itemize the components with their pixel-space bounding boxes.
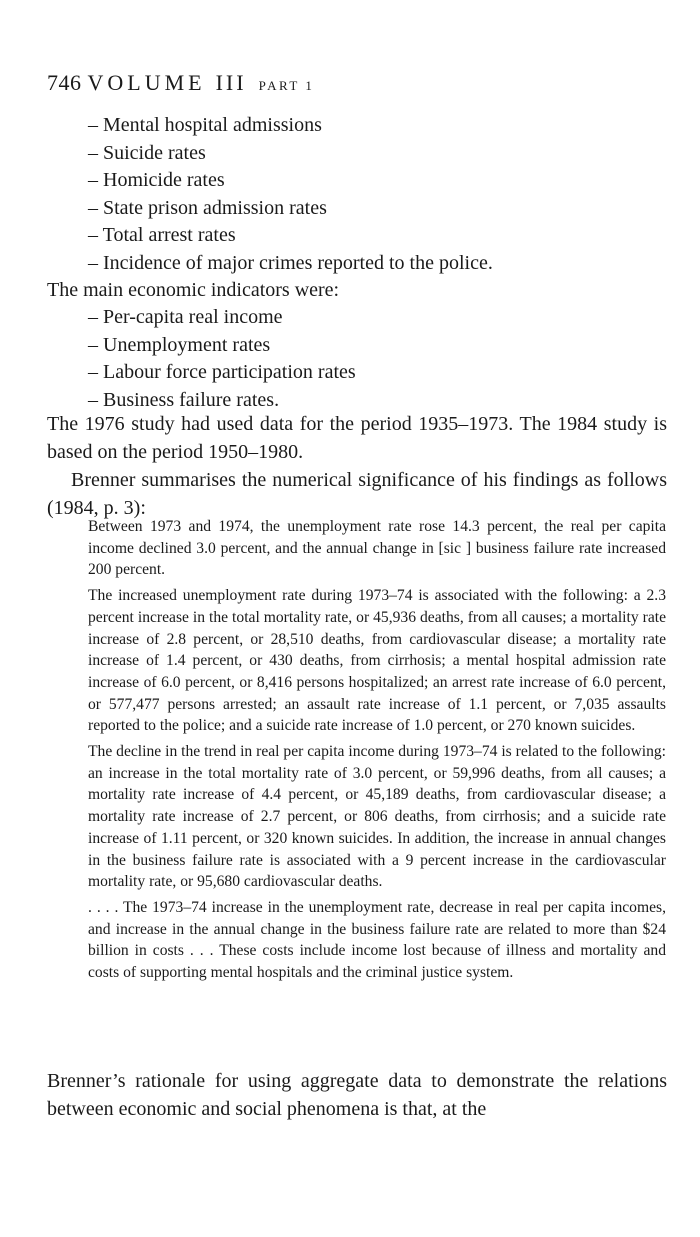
brenner-intro-paragraph: Brenner summarises the numerical significance of his findings as follows (1984, p. 3): xyxy=(47,469,667,519)
list-item: – Labour force participation rates xyxy=(88,361,356,383)
running-header xyxy=(47,70,314,96)
list-item: – Per-capita real income xyxy=(88,306,283,328)
quote-paragraph: The decline in the trend in real per capita income during 1973–74 is related to the following: an increase in the total mortality rate of 3.0 percent, or 59,996 deaths, from all causes; a mortality rate increase of 4.4 percent, or 45,189 deaths, from cardiovascular disease; a mortality rate increase of 2.7 percent, or 806 deaths, from cirrhosis; and a suicide rate increase of 1.11 percent, or 320 known suicides. In addition, the increase in annual changes in the business failure rate is associated with a 9 percent increase in the cardiovascular mortality rate, or 95,680 cardiovascular deaths. xyxy=(88,743,666,891)
list-item: – Unemployment rates xyxy=(88,333,271,356)
volume-label: VOLUME xyxy=(87,70,206,95)
list-item: – Homicide rates xyxy=(88,169,225,191)
quote-paragraph: The increased unemployment rate during 1973–74 is associated with the following: a 2.3 percent increase in the total mortality rate, or 45,936 deaths, from all causes; a mortality rate increase of 2.8 percent, or 28,510 deaths, from cardiovascular disease; a mortality rate increase of 1.4 percent, or 430 deaths, from cirrhosis; a mental hospital admission rate increase of 6.0 percent, or 8,416 persons hospitalized; an arrest rate increase of 6.0 percent, or 577,477 persons arrested; an assault rate increase of 1.1 percent, or 7,035 assaults reported to the police; and a suicide rate increase of 1.0 percent, or 270 known suicides. xyxy=(88,587,666,735)
social-indicator-list xyxy=(88,112,493,277)
quote-paragraph: Between 1973 and 1974, the unemployment rate rose 14.3 percent, the real per capita income declined 3.0 percent, and the annual change in [sic ] business failure rate increased 200 percent. xyxy=(88,518,666,579)
page-number: 746 xyxy=(47,70,82,95)
quote-paragraph: . . . . The 1973–74 increase in the unemployment rate, decrease in real per capita incomes, and increase in the annual change in the business failure rate are related to more than $24 billion in costs . . . These costs include income lost because of illness and mortality and costs of supporting mental hospitals and the criminal justice system. xyxy=(88,898,666,982)
study-period-paragraph: The 1976 study had used data for the period 1935–1973. The 1984 study is based on the period 1950–1980. xyxy=(47,413,667,463)
closing-paragraph: Brenner’s rationale for using aggregate data to demonstrate the relations between economic and social phenomena is that, at the xyxy=(47,1070,667,1120)
part-label: PART 1 xyxy=(258,78,315,93)
volume-number: III xyxy=(215,70,247,95)
list-item: – Mental hospital admissions xyxy=(88,114,322,136)
block-quote xyxy=(88,516,666,984)
list-item: – Total arrest rates xyxy=(88,224,236,246)
economic-indicators-intro: The main economic indicators were: xyxy=(47,279,340,301)
list-item: – State prison admission rates xyxy=(88,196,327,219)
economic-indicator-list xyxy=(88,304,356,414)
list-item: – Incidence of major crimes reported to the police. xyxy=(88,251,493,274)
list-item: – Suicide rates xyxy=(88,141,206,164)
list-item: – Business failure rates. xyxy=(88,388,280,411)
